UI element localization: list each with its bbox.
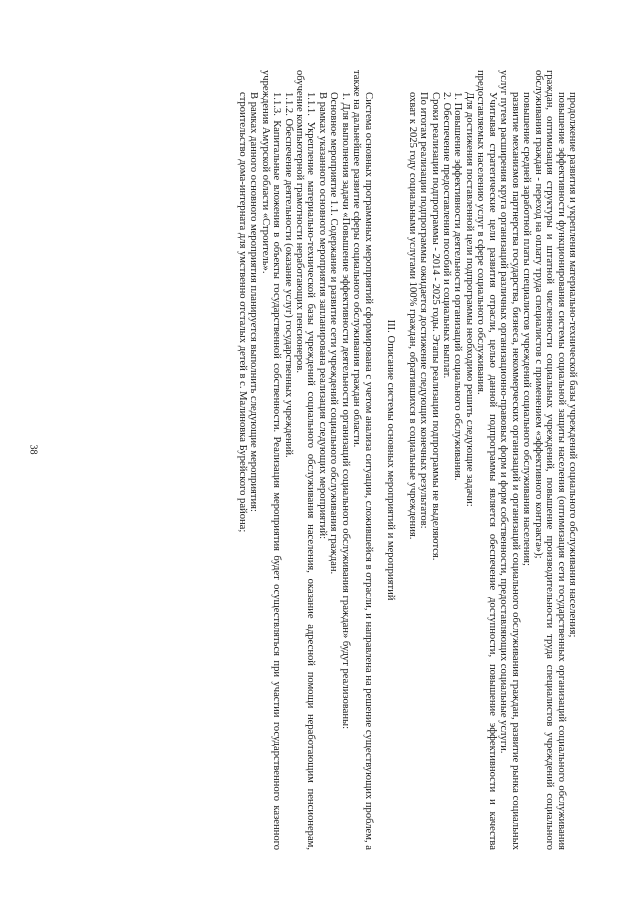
paragraph: повышение эффективности функционирования системы социальной защиты населения (оптимизация сети государственных организаций социального обслуживания граждан, оптимизация структуры и штатной численности социальных учреждений, повышение производительности труда специалистов учреждений социального обслуживания граждан - переход на оплату труда специалистов с применением «эффективного контракта»); xyxy=(532,70,567,850)
paragraph: По итогам реализации подпрограммы ожидается достижение следующих конечных результатов: xyxy=(418,92,430,529)
paragraph: 1.1.3. Капитальные вложения в объекты государственной собственности. Реализация мероприятия будет осуществляться при участии государственного казенного учреждения Амурской области «Строитель». xyxy=(259,70,283,850)
paragraph: Система основных программных мероприятий сформирована с учетом анализа ситуации, сложившейся в отрасли, и направлена на решение существующих проблем, а также на дальнейшее развитие сферы социального обслуживания граждан области. xyxy=(351,70,374,850)
paragraph: продолжение развития и укрепления материально-технической базы учреждений социального обслуживания населения; xyxy=(567,92,578,638)
paragraph: повышение средней заработной платы специалистов учреждений социального обслуживания населения; xyxy=(521,92,533,566)
paragraph: развитие механизмов партнерства государства, бизнеса, некоммерческих организаций и организаций социального обслуживания граждан, развитие рынка социальных услуг путем расширения круга организаций различных организационно-правовых форм и форм собственности, предоставляющих социальные услуги. xyxy=(498,70,521,850)
paragraph: Учитывая стратегические цели развития отрасли, целью данной подпрограммы является обеспечение доступности, повышение эффективности и качества предоставляемых населению услуг в сфере социального обслуживания. xyxy=(475,70,498,850)
paragraph: В рамках указанного основного мероприятия запланирована реализация следующих мероприятий: xyxy=(316,92,328,540)
paragraph: Для достижения поставленной цели подпрограммы необходимо решить следующие задачи: xyxy=(463,92,475,507)
paragraph: Сроки реализации подпрограммы - 2014 - 2025 годы. Этапы реализации подпрограммы не выделяются. xyxy=(429,92,441,561)
paragraph: строительство дома-интерната для умственно отсталых детей в с. Малиновка Бурейского района; xyxy=(236,92,248,533)
page-number: 38 xyxy=(27,444,39,455)
section-heading: III. Описание системы основных мероприятий и мероприятий xyxy=(385,319,397,601)
document-body xyxy=(38,70,578,850)
paragraph: 1. Для выполнения задачи «Повышение эффективности деятельности организаций социального обслуживания граждан» будут реализованы: xyxy=(339,92,351,730)
task-item: 2. Обеспечение предоставления пособий и социальных выплат. xyxy=(441,92,453,379)
paragraph: 1.1.2. Обеспечение деятельности (оказание услуг) государственных учреждений. xyxy=(282,92,294,458)
task-item: 1. Повышение эффективности деятельности организаций социального обслуживания. xyxy=(452,92,464,481)
paragraph: 1.1.1. Укрепление материально-технической базы учреждений социального обслуживания населения, оказание адресной помощи неработающим пенсионерам, обучение компьютерной грамотности неработающих пенсионеров. xyxy=(294,70,317,850)
paragraph: Основное мероприятие 1.1. Содержание и развитие сети учреждений социального обслуживания граждан. xyxy=(328,92,340,575)
paragraph: В рамках данного основного мероприятия планируется выполнить следующие мероприятия: xyxy=(248,92,260,512)
paragraph: охват к 2025 году социальными услугами 100% граждан, обратившихся в социальные учреждения. xyxy=(406,92,418,540)
